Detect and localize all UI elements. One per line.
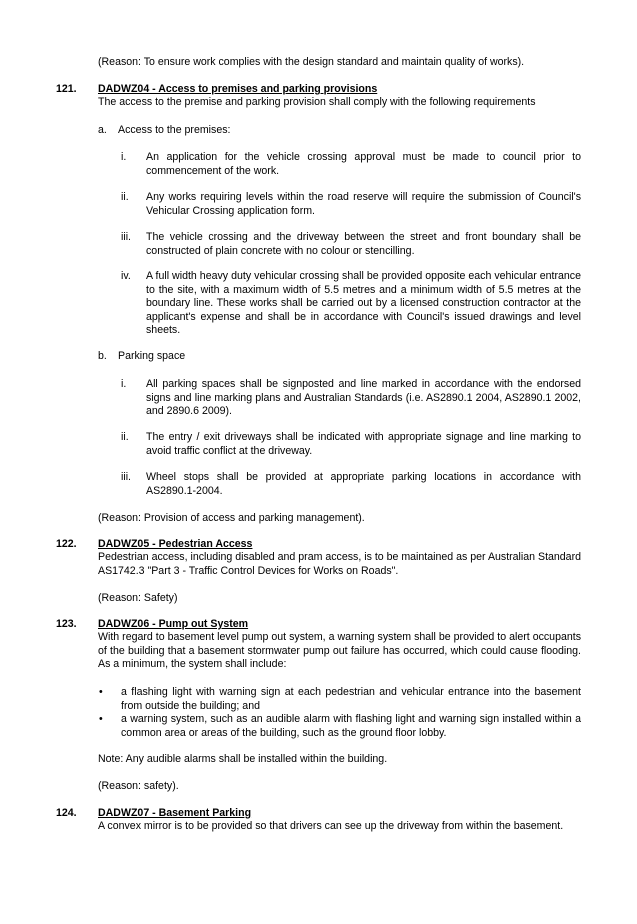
list-item: The entry / exit driveways shall be indicated with appropriate signage and line marking to avoid traffic conflict at the driveway. — [146, 431, 581, 457]
sub-label-a: a. — [98, 124, 107, 136]
list-item: An application for the vehicle crossing approval must be made to council prior to commencement of the work. — [146, 151, 581, 177]
condition-number-121: 121. — [56, 83, 77, 95]
condition-reason-122: (Reason: Safety) — [98, 592, 178, 604]
condition-number-124: 124. — [56, 807, 77, 819]
bullet-icon: • — [99, 686, 103, 698]
sub-title-a: Access to the premises: — [118, 124, 231, 136]
item-number: iii. — [121, 231, 132, 243]
condition-heading-121: DADWZ04 - Access to premises and parking provisions — [98, 83, 378, 95]
condition-body-124: A convex mirror is to be provided so that drivers can see up the driveway from within the basement. — [98, 820, 564, 832]
list-item: Any works requiring levels within the road reserve will require the submission of Council's Vehicular Crossing application form. — [146, 191, 581, 217]
item-number: i. — [121, 151, 127, 163]
item-number: iv. — [121, 270, 131, 282]
item-number: iii. — [121, 471, 132, 483]
item-number: ii. — [121, 191, 129, 203]
list-item: Wheel stops shall be provided at appropriate parking locations in accordance with AS2890.1-2004. — [146, 471, 581, 497]
list-item: All parking spaces shall be signposted and line marked in accordance with the endorsed signs and line marking plans and Australian Standards (i.e. AS2890.1 2004, AS2890.1 2002, and 2890.6 2009). — [146, 378, 581, 417]
bullet-icon: • — [99, 713, 103, 725]
item-number: ii. — [121, 431, 129, 443]
sub-label-b: b. — [98, 350, 107, 362]
condition-body-122: Pedestrian access, including disabled and pram access, is to be maintained as per Australian Standard AS1742.3 "Part 3 - Traffic Control Devices for Works on Roads". — [98, 551, 581, 577]
condition-heading-122: DADWZ05 - Pedestrian Access — [98, 538, 253, 550]
sub-title-b: Parking space — [118, 350, 186, 362]
bullet-item: a warning system, such as an audible alarm with flashing light and warning sign installed within a common area or areas of the building, such as the ground floor lobby. — [121, 713, 581, 739]
condition-number-123: 123. — [56, 618, 77, 630]
list-item: The vehicle crossing and the driveway between the street and front boundary shall be constructed of plain concrete with no colour or stencilling. — [146, 231, 581, 257]
list-item: A full width heavy duty vehicular crossing shall be provided opposite each vehicular entrance to the site, with a maximum width of 5.5 metres and a minimum width of 5.5 metres at the boundary line. These works shall be carried out by a licensed construction contractor at the applicant's expense and shall be in accordance with Council's issued drawings and level sheets. — [146, 270, 581, 336]
condition-note-123: Note: Any audible alarms shall be installed within the building. — [98, 753, 388, 765]
condition-body-123: With regard to basement level pump out system, a warning system shall be provided to alert occupants of the building that a basement stormwater pump out failure has occurred, which could cause flooding. As a minimum, the system shall include: — [98, 631, 581, 670]
condition-heading-123: DADWZ06 - Pump out System — [98, 618, 249, 630]
condition-reason-123: (Reason: safety). — [98, 780, 179, 792]
condition-number-122: 122. — [56, 538, 77, 550]
condition-heading-124: DADWZ07 - Basement Parking — [98, 807, 252, 819]
top-reason: (Reason: To ensure work complies with the design standard and maintain quality of works). — [98, 56, 525, 68]
bullet-item: a flashing light with warning sign at each pedestrian and vehicular entrance into the basement from outside the building; and — [121, 686, 581, 712]
condition-intro-121: The access to the premise and parking provision shall comply with the following requirements — [98, 96, 536, 108]
item-number: i. — [121, 378, 127, 390]
condition-reason-121: (Reason: Provision of access and parking management). — [98, 512, 365, 524]
